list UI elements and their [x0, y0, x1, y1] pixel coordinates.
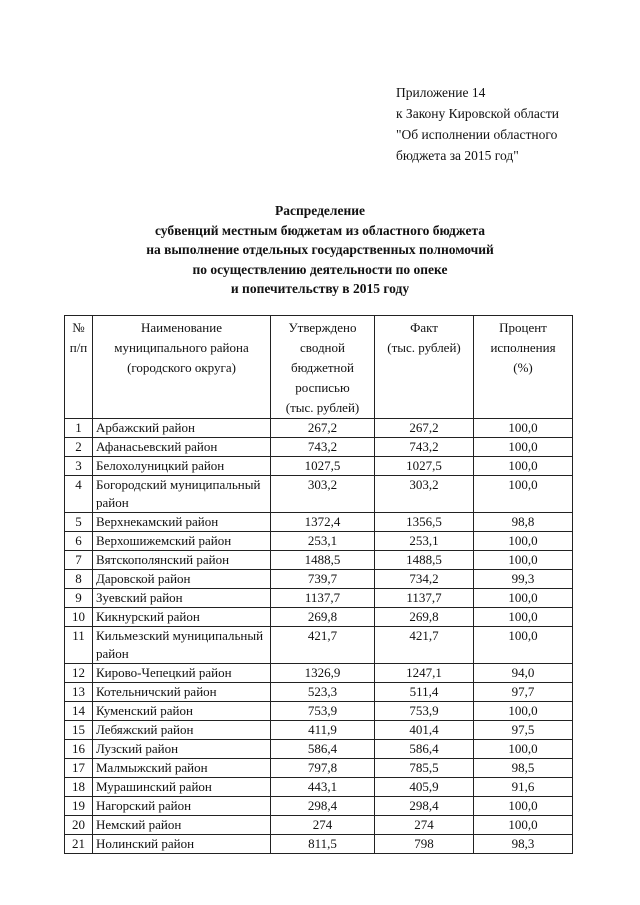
table-row: [65, 457, 573, 476]
table-row: [65, 759, 573, 778]
row-fact-value: 401,4: [375, 721, 474, 740]
table-row: [65, 589, 573, 608]
row-approved-value: 797,8: [271, 759, 375, 778]
row-fact-value: 753,9: [375, 702, 474, 721]
table-row: [65, 570, 573, 589]
row-number: 4: [65, 476, 93, 513]
row-percent-value: 100,0: [474, 438, 573, 457]
header-num: № п/п: [65, 316, 93, 419]
row-number: 3: [65, 457, 93, 476]
row-district-name: Афанасьевский район: [93, 438, 271, 457]
row-fact-value: 734,2: [375, 570, 474, 589]
row-fact-value: 269,8: [375, 608, 474, 627]
row-approved-value: 303,2: [271, 476, 375, 513]
row-number: 21: [65, 835, 93, 854]
appendix-note: [396, 82, 559, 166]
row-district-name: Кильмезский муниципальный район: [93, 627, 271, 664]
row-district-name: Богородский муниципальный район: [93, 476, 271, 513]
row-fact-value: 1488,5: [375, 551, 474, 570]
appendix-line: Приложение 14: [396, 85, 486, 100]
table-row: [65, 476, 573, 513]
row-district-name: Нолинский район: [93, 835, 271, 854]
row-percent-value: 100,0: [474, 816, 573, 835]
table-row: [65, 551, 573, 570]
row-number: 2: [65, 438, 93, 457]
table-row: [65, 608, 573, 627]
row-percent-value: 100,0: [474, 702, 573, 721]
row-fact-value: 421,7: [375, 627, 474, 664]
row-number: 12: [65, 664, 93, 683]
row-number: 20: [65, 816, 93, 835]
table-row: [65, 683, 573, 702]
row-fact-value: 743,2: [375, 438, 474, 457]
row-number: 16: [65, 740, 93, 759]
row-fact-value: 303,2: [375, 476, 474, 513]
row-percent-value: 91,6: [474, 778, 573, 797]
title-line: на выполнение отдельных государственных полномочий: [146, 242, 494, 257]
row-approved-value: 421,7: [271, 627, 375, 664]
row-number: 8: [65, 570, 93, 589]
row-fact-value: 511,4: [375, 683, 474, 702]
row-approved-value: 1027,5: [271, 457, 375, 476]
title-line: и попечительству в 2015 году: [230, 281, 410, 296]
row-percent-value: 100,0: [474, 740, 573, 759]
row-percent-value: 100,0: [474, 532, 573, 551]
row-approved-value: 411,9: [271, 721, 375, 740]
row-percent-value: 98,3: [474, 835, 573, 854]
header-approved: Утверждено сводной бюджетной росписью (тыс. рублей): [271, 316, 375, 419]
row-percent-value: 100,0: [474, 419, 573, 438]
row-district-name: Мурашинский район: [93, 778, 271, 797]
title-line: по осуществлению деятельности по опеке: [192, 261, 448, 277]
row-district-name: Лузский район: [93, 740, 271, 759]
table-row: [65, 664, 573, 683]
row-number: 19: [65, 797, 93, 816]
row-number: 13: [65, 683, 93, 702]
row-approved-value: 443,1: [271, 778, 375, 797]
row-fact-value: 267,2: [375, 419, 474, 438]
row-percent-value: 97,5: [474, 721, 573, 740]
row-district-name: Лебяжский район: [93, 721, 271, 740]
row-approved-value: 1326,9: [271, 664, 375, 683]
row-approved-value: 298,4: [271, 797, 375, 816]
row-number: 5: [65, 513, 93, 532]
row-approved-value: 743,2: [271, 438, 375, 457]
row-fact-value: 1027,5: [375, 457, 474, 476]
row-percent-value: 94,0: [474, 664, 573, 683]
subventions-table: [64, 315, 573, 854]
appendix-line: к Закону Кировской области: [396, 106, 560, 121]
table-row: [65, 627, 573, 664]
row-approved-value: 253,1: [271, 532, 375, 551]
row-district-name: Верхнекамский район: [93, 513, 271, 532]
row-approved-value: 267,2: [271, 419, 375, 438]
row-number: 7: [65, 551, 93, 570]
row-fact-value: 274: [375, 816, 474, 835]
header-fact: Факт (тыс. рублей): [375, 316, 474, 419]
row-percent-value: 100,0: [474, 627, 573, 664]
table-row: [65, 702, 573, 721]
row-percent-value: 100,0: [474, 589, 573, 608]
row-fact-value: 253,1: [375, 532, 474, 551]
row-district-name: Немский район: [93, 816, 271, 835]
row-approved-value: 586,4: [271, 740, 375, 759]
document-title: [0, 201, 640, 299]
row-fact-value: 298,4: [375, 797, 474, 816]
row-approved-value: 274: [271, 816, 375, 835]
row-percent-value: 100,0: [474, 476, 573, 513]
row-number: 17: [65, 759, 93, 778]
row-percent-value: 100,0: [474, 608, 573, 627]
table-row: [65, 797, 573, 816]
row-district-name: Вятскополянский район: [93, 551, 271, 570]
row-percent-value: 99,3: [474, 570, 573, 589]
table-row: [65, 532, 573, 551]
appendix-line: "Об исполнении областного: [396, 127, 558, 142]
row-approved-value: 523,3: [271, 683, 375, 702]
table-header-row: [65, 316, 573, 419]
table-row: [65, 438, 573, 457]
row-number: 9: [65, 589, 93, 608]
row-number: 14: [65, 702, 93, 721]
row-district-name: Малмыжский район: [93, 759, 271, 778]
title-line: Распределение: [274, 203, 366, 218]
row-approved-value: 811,5: [271, 835, 375, 854]
table-row: [65, 778, 573, 797]
row-approved-value: 269,8: [271, 608, 375, 627]
row-district-name: Зуевский район: [93, 589, 271, 608]
table-row: [65, 721, 573, 740]
row-approved-value: 1372,4: [271, 513, 375, 532]
row-fact-value: 1137,7: [375, 589, 474, 608]
row-district-name: Куменский район: [93, 702, 271, 721]
row-percent-value: 98,5: [474, 759, 573, 778]
row-number: 1: [65, 419, 93, 438]
header-name: Наименование муниципального района (городского округа): [93, 316, 271, 419]
title-line: субвенций местным бюджетам из областного бюджета: [154, 222, 486, 238]
row-fact-value: 785,5: [375, 759, 474, 778]
appendix-line: бюджета за 2015 год": [396, 148, 519, 163]
table-row: [65, 513, 573, 532]
row-district-name: Арбажский район: [93, 419, 271, 438]
row-number: 18: [65, 778, 93, 797]
table-row: [65, 835, 573, 854]
row-fact-value: 405,9: [375, 778, 474, 797]
row-fact-value: 798: [375, 835, 474, 854]
table-body: [65, 419, 573, 854]
row-district-name: Даровской район: [93, 570, 271, 589]
row-percent-value: 100,0: [474, 457, 573, 476]
row-fact-value: 586,4: [375, 740, 474, 759]
row-percent-value: 97,7: [474, 683, 573, 702]
header-percent: Процент исполнения (%): [474, 316, 573, 419]
row-district-name: Котельничский район: [93, 683, 271, 702]
row-approved-value: 1137,7: [271, 589, 375, 608]
row-fact-value: 1356,5: [375, 513, 474, 532]
row-approved-value: 753,9: [271, 702, 375, 721]
row-approved-value: 1488,5: [271, 551, 375, 570]
row-district-name: Кикнурский район: [93, 608, 271, 627]
row-district-name: Верхошижемский район: [93, 532, 271, 551]
row-percent-value: 98,8: [474, 513, 573, 532]
row-district-name: Нагорский район: [93, 797, 271, 816]
row-district-name: Кирово-Чепецкий район: [93, 664, 271, 683]
row-fact-value: 1247,1: [375, 664, 474, 683]
row-number: 6: [65, 532, 93, 551]
table-row: [65, 419, 573, 438]
row-district-name: Белохолуницкий район: [93, 457, 271, 476]
row-percent-value: 100,0: [474, 797, 573, 816]
table-row: [65, 740, 573, 759]
table-row: [65, 816, 573, 835]
row-number: 11: [65, 627, 93, 664]
row-number: 15: [65, 721, 93, 740]
row-approved-value: 739,7: [271, 570, 375, 589]
row-number: 10: [65, 608, 93, 627]
row-percent-value: 100,0: [474, 551, 573, 570]
